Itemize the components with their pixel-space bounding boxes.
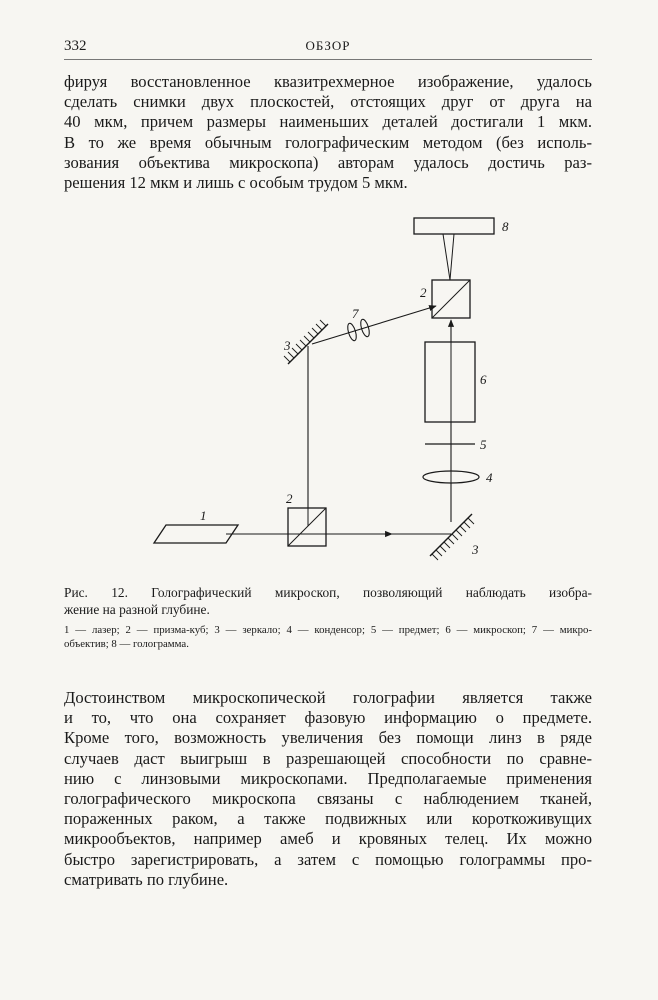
- text-line: Достоинством микроскопической голографии является также: [64, 688, 592, 707]
- text-line: решения 12 мкм и лишь с особым трудом 5 мкм.: [64, 173, 408, 193]
- running-head: ОБЗОР: [305, 38, 351, 53]
- hologram-plate: [414, 218, 494, 234]
- text-line: голографического микроскопа связаны с наблюдением тканей,: [64, 789, 592, 809]
- label-cube-bottom: 2: [286, 491, 293, 506]
- label-condenser: 4: [486, 470, 493, 485]
- label-object: 5: [480, 437, 487, 452]
- text-line: сделать снимки двух плоскостей, отстоящих друг от друга на: [64, 92, 592, 112]
- cube-diagonal: [432, 280, 470, 318]
- label-microscope: 6: [480, 372, 487, 387]
- figure-caption: [64, 584, 592, 618]
- text-line: нию с линзовыми микроскопами. Предполагаемые применения: [64, 768, 592, 788]
- caption-line: Рис. 12. Голографический микроскоп, позволяющий наблюдать изобра-: [64, 585, 592, 600]
- text-line: В то же время обычным голографическим методом (без исполь-: [64, 132, 592, 152]
- text-line: зования объектива микроскопа) авторам удалось достичь раз-: [64, 152, 592, 172]
- legend-line: объектив; 8 — голограмма.: [64, 638, 189, 650]
- text-line: и то, что она сохраняет фазовую информацию о предмете.: [64, 708, 592, 728]
- diagram-svg: [120, 212, 550, 568]
- legend-line: 1 — лазер; 2 — призма-куб; 3 — зеркало; 4 — конденсор; 5 — предмет; 6 — микроскоп; 7 — микро-: [64, 624, 592, 636]
- label-hologram: 8: [502, 219, 509, 234]
- beam: [450, 234, 454, 280]
- text-line: случаев даст выигрыш в разрешающей способности по сравне-: [64, 748, 592, 768]
- header-rule: [64, 59, 592, 60]
- label-laser: 1: [200, 508, 207, 523]
- figure-legend: [64, 623, 592, 651]
- mirror-hatching: [432, 518, 474, 560]
- caption-line: жение на разной глубине.: [64, 602, 210, 617]
- text-line: 40 мкм, причем размеры наименьших деталей достигали 1 мкм.: [64, 112, 592, 132]
- text-line: микрообъектов, например амеб и кровяных телец. Их можно: [64, 829, 592, 849]
- top-paragraph: [64, 72, 592, 193]
- text-line: Кроме того, возможность увеличения без помощи линз в ряде: [64, 728, 592, 748]
- page-number: 332: [64, 38, 87, 54]
- label-micro-objective: 7: [352, 306, 359, 321]
- label-cube-top: 2: [420, 285, 427, 300]
- holographic-microscope-diagram: [120, 212, 550, 568]
- beam-object: [312, 306, 436, 344]
- microscope-body: [425, 342, 475, 422]
- text-line: фируя восстановленное квазитрехмерное изображение, удалось: [64, 72, 592, 91]
- text-line: быстро зарегистрировать, а затем с помощью голограммы про-: [64, 849, 592, 869]
- text-line: сматривать по глубине.: [64, 869, 229, 889]
- beam: [443, 234, 450, 280]
- label-mirror-bottom: 3: [472, 542, 479, 557]
- laser: [154, 525, 238, 543]
- text-line: пораженных раком, а также подвижных или короткоживущих: [64, 809, 592, 829]
- label-mirror-top: 3: [284, 338, 291, 353]
- page-header: [64, 38, 592, 58]
- bottom-paragraph: [64, 688, 592, 890]
